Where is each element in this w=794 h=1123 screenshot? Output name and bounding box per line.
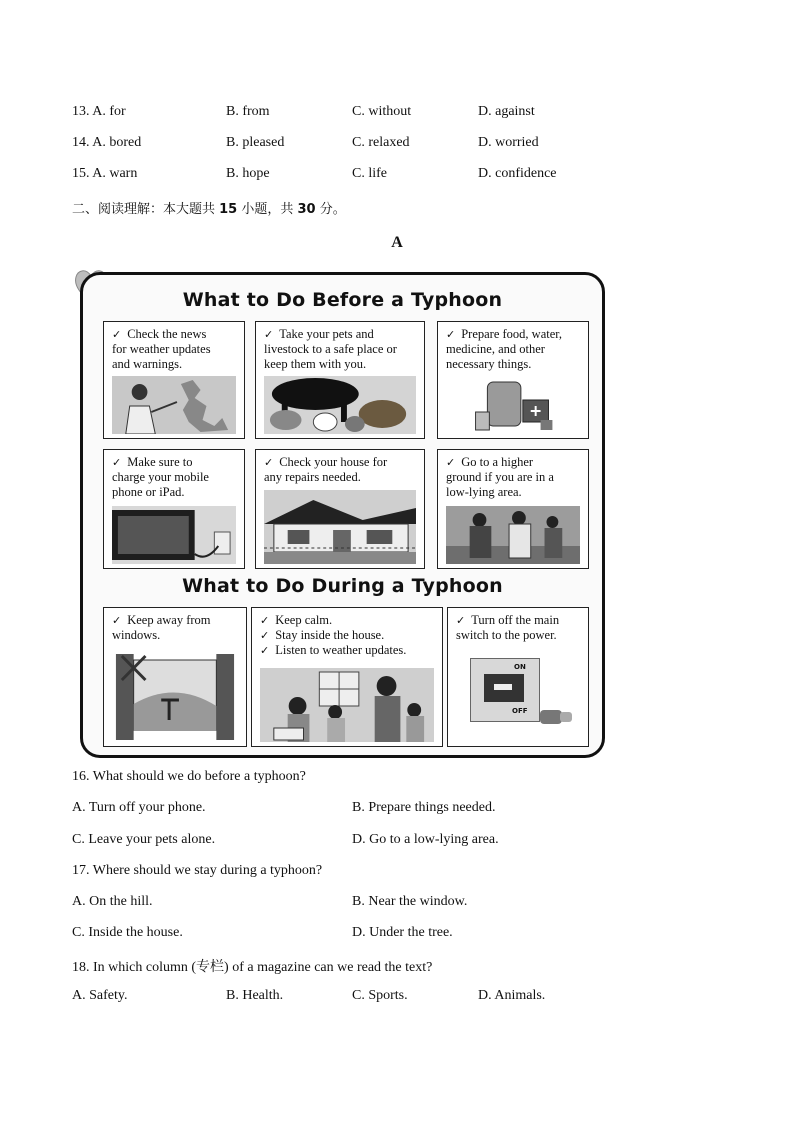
card-line: Check your house for <box>279 455 388 469</box>
card-line: Check the news <box>127 327 207 341</box>
q17-option-a: A. On the hill. <box>72 894 153 909</box>
q16-option-c: C. Leave your pets alone. <box>72 832 216 847</box>
q18-option-d: D. Animals. <box>478 988 546 1003</box>
cloze-15-a: 15. A. warn <box>72 166 138 181</box>
card-line: necessary things. <box>446 357 532 371</box>
q18-option-b: B. Health. <box>226 988 284 1003</box>
q17-option-d: D. Under the tree. <box>352 925 453 940</box>
card-line: ground if you are in a <box>446 470 554 484</box>
cloze-14-b: B. pleased <box>226 135 285 150</box>
cloze-14-d: D. worried <box>478 135 539 150</box>
card-pets: ✓ Take your pets and livestock to a safe place or keep them with you. <box>255 321 425 439</box>
typhoon-poster <box>80 272 605 758</box>
poster-title-before: What to Do Before a Typhoon <box>182 289 503 311</box>
card-line: Take your pets and <box>279 327 374 341</box>
q17-option-c: C. Inside the house. <box>72 925 183 940</box>
card-supplies: ✓ Prepare food, water, medicine, and other necessary things. <box>437 321 589 439</box>
cloze-15-b: B. hope <box>226 166 270 181</box>
cloze-13-d: D. against <box>478 104 535 119</box>
section-count: 15 <box>219 202 238 217</box>
card-line: Listen to weather updates. <box>275 643 407 657</box>
card-house: ✓ Check your house for any repairs needed. <box>255 449 425 569</box>
card-line: for weather updates <box>112 342 211 356</box>
card-line: Keep away from <box>127 613 211 627</box>
section-prefix: 二、阅读理解：本大题共 <box>72 202 220 217</box>
charging-device-icon <box>112 506 236 564</box>
card-line: livestock to a safe place or <box>264 342 397 356</box>
card-line: any repairs needed. <box>264 470 361 484</box>
question-18: 18. In which column (专栏) of a magazine can we read the text? <box>72 960 433 975</box>
cloze-14-c: C. relaxed <box>352 135 410 150</box>
family-radio-icon <box>260 668 434 742</box>
card-line: Make sure to <box>127 455 193 469</box>
section-mid: 小题，共 <box>237 202 298 217</box>
q18-option-a: A. Safety. <box>72 988 128 1003</box>
card-power: ✓ Turn off the main switch to the power. ON OFF <box>447 607 589 747</box>
window-icon <box>112 650 238 742</box>
q16-option-a: A. Turn off your phone. <box>72 800 206 815</box>
q18-option-c: C. Sports. <box>352 988 408 1003</box>
card-higher-ground: ✓ Go to a higher ground if you are in a low-lying area. <box>437 449 589 569</box>
q16-option-b: B. Prepare things needed. <box>352 800 496 815</box>
card-line: switch to the power. <box>456 628 557 642</box>
switch-off-label: OFF <box>512 707 528 715</box>
card-line: charge your mobile <box>112 470 209 484</box>
q17-option-b: B. Near the window. <box>352 894 468 909</box>
card-line: and warnings. <box>112 357 183 371</box>
card-check-news: ✓ Check the news for weather updates and warnings. <box>103 321 245 439</box>
cloze-13-b: B. from <box>226 104 270 119</box>
cloze-13-a: 13. A. for <box>72 104 126 119</box>
house-icon <box>264 490 416 564</box>
card-line: windows. <box>112 628 161 642</box>
card-line: phone or iPad. <box>112 485 185 499</box>
card-line: medicine, and other <box>446 342 545 356</box>
evacuation-icon <box>446 506 580 564</box>
card-charge: ✓ Make sure to charge your mobile phone or iPad. <box>103 449 245 569</box>
card-line: low-lying area. <box>446 485 522 499</box>
cloze-14-a: 14. A. bored <box>72 135 142 150</box>
power-switch-icon <box>456 652 580 742</box>
card-line: Prepare food, water, <box>461 327 563 341</box>
card-line: Stay inside the house. <box>275 628 385 642</box>
cloze-15-d: D. confidence <box>478 166 557 181</box>
question-16: 16. What should we do before a typhoon? <box>72 769 306 784</box>
card-line: keep them with you. <box>264 357 367 371</box>
section-suffix: 分。 <box>315 202 346 217</box>
q16-option-d: D. Go to a low-lying area. <box>352 832 499 847</box>
card-line: Go to a higher <box>461 455 534 469</box>
card-windows: ✓ Keep away from windows. <box>103 607 247 747</box>
card-line: Turn off the main <box>471 613 560 627</box>
weather-presenter-icon <box>112 376 236 434</box>
section-heading <box>72 198 346 217</box>
switch-on-label: ON <box>514 663 526 671</box>
animals-icon <box>264 376 416 434</box>
section-score: 30 <box>297 202 316 217</box>
question-17: 17. Where should we stay during a typhoon? <box>72 863 323 878</box>
card-line: Keep calm. <box>275 613 333 627</box>
supplies-icon <box>446 376 580 434</box>
cloze-13-c: C. without <box>352 104 412 119</box>
poster-title-during: What to Do During a Typhoon <box>182 575 503 597</box>
card-stay-inside: ✓ Keep calm. ✓ Stay inside the house. ✓ Listen to weather updates. <box>251 607 443 747</box>
passage-label: A <box>391 234 403 251</box>
cloze-15-c: C. life <box>352 166 387 181</box>
